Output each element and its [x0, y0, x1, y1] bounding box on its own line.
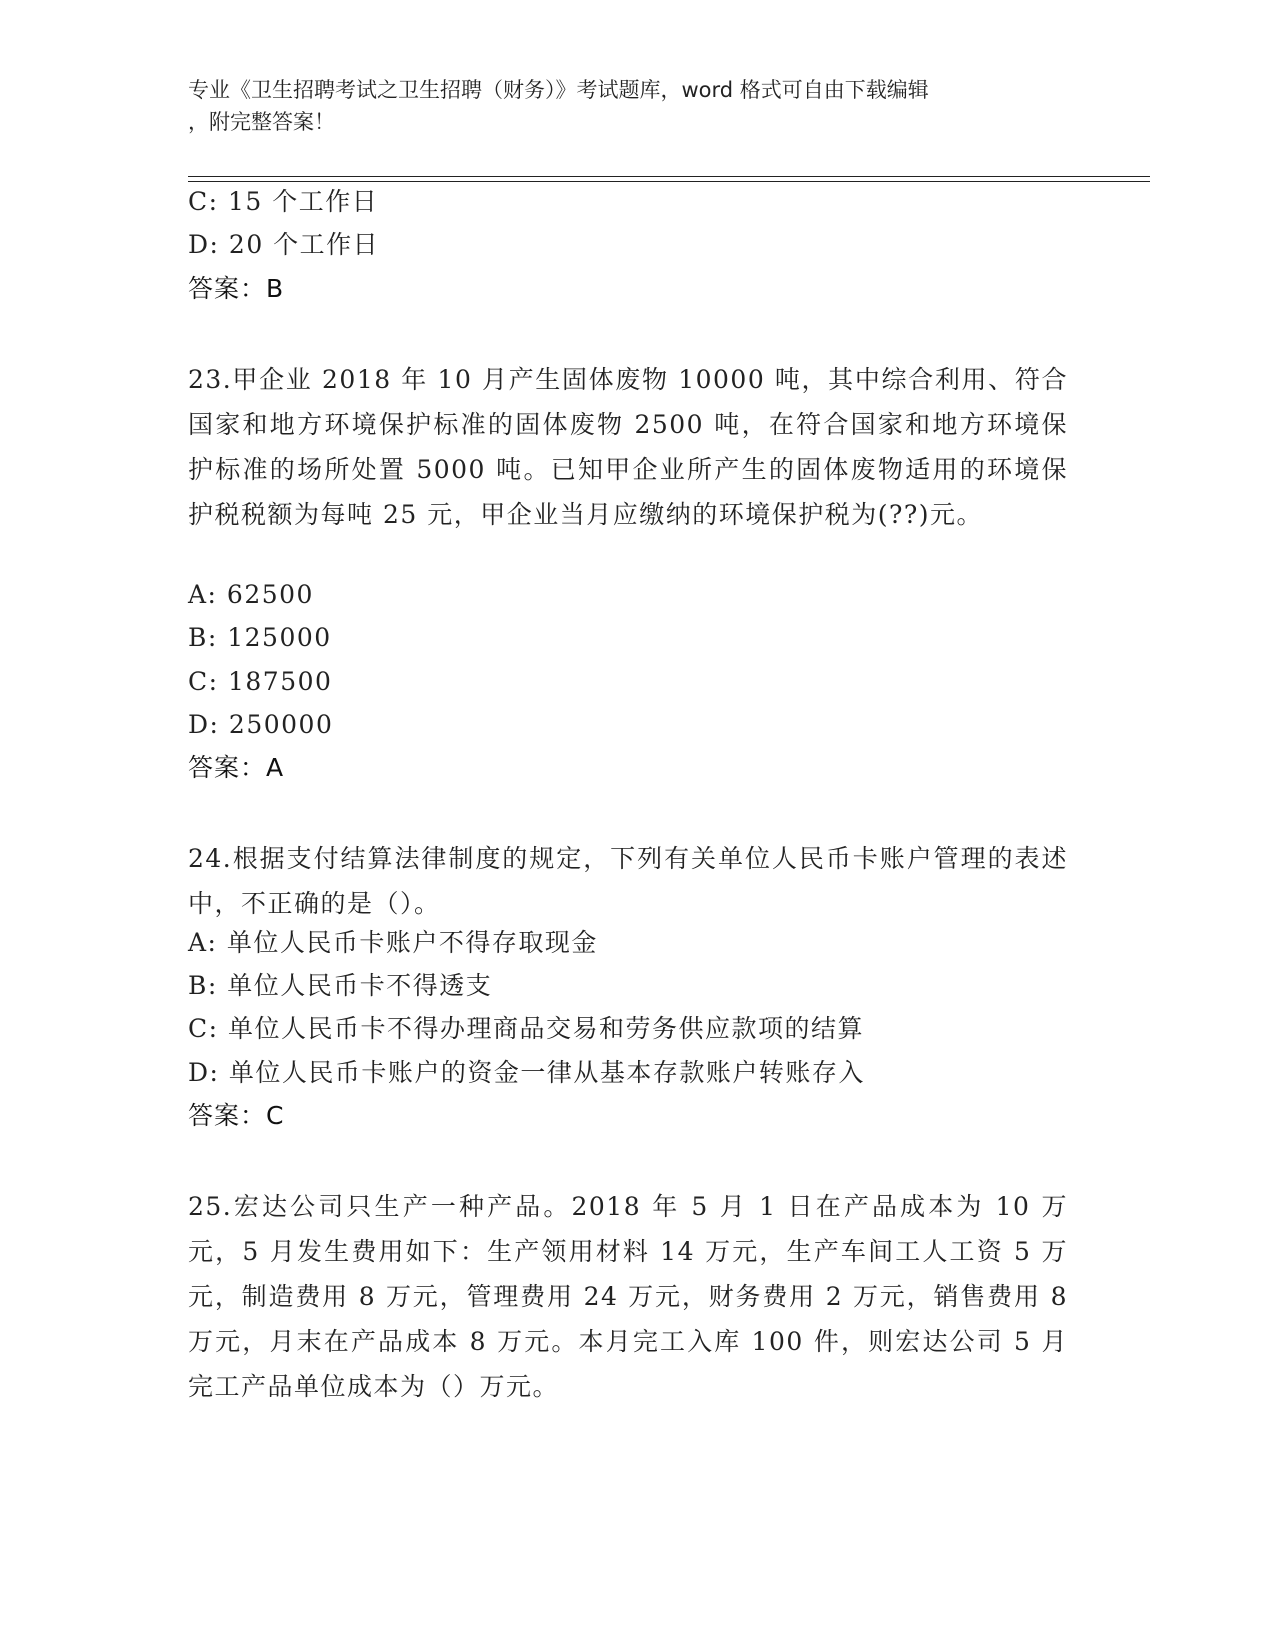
page-header	[188, 74, 1068, 138]
question-24-option-d: D: 单位人民币卡账户的资金一律从基本存款账户转账存入	[188, 1058, 865, 1087]
question-25-text: 25.宏达公司只生产一种产品。2018 年 5 月 1 日在产品成本为 10 万元，5 月发生费用如下：生产领用材料 14 万元，生产车间工人工资 5 万元，制造费用 8 万元，管理费用 24 万元，财务费用 2 万元，销售费用 8 万元，月末在产品成本 8 万元。本月完工入库 100 件，则宏达公司 5 月完工产品单位成本为（）万元。	[188, 1192, 1068, 1401]
prev-answer: 答案：B	[188, 274, 285, 303]
header-line-2: ，附完整答案！	[188, 110, 335, 134]
question-23-option-d: D: 250000	[188, 710, 334, 739]
question-23-option-c: C: 187500	[188, 667, 333, 696]
question-24-option-c: C: 单位人民币卡不得办理商品交易和劳务供应款项的结算	[188, 1014, 865, 1043]
question-23-option-b: B: 125000	[188, 623, 332, 652]
question-23-option-a: A: 62500	[188, 580, 314, 609]
question-24-text: 24.根据支付结算法律制度的规定，下列有关单位人民币卡账户管理的表述中，不正确的是（）。	[188, 844, 1068, 918]
header-divider	[188, 176, 1150, 182]
question-24-answer: 答案：C	[188, 1101, 285, 1130]
question-23-text: 23.甲企业 2018 年 10 月产生固体废物 10000 吨，其中综合利用、符合国家和地方环境保护标准的固体废物 2500 吨，在符合国家和地方环境保护标准的场所处置 5000 吨。已知甲企业所产生的固体废物适用的环境保护税税额为每吨 25 元，甲企业当月应缴纳的环境保护税为(??)元。	[188, 365, 1068, 529]
prev-option-c: C: 15 个工作日	[188, 187, 379, 216]
header-line-1: 专业《卫生招聘考试之卫生招聘（财务）》考试题库，word 格式可自由下载编辑	[188, 78, 929, 102]
question-23-answer: 答案：A	[188, 753, 285, 782]
question-24-option-a: A: 单位人民币卡账户不得存取现金	[188, 928, 598, 957]
question-24-option-b: B: 单位人民币卡不得透支	[188, 971, 493, 1000]
prev-option-d: D: 20 个工作日	[188, 230, 380, 259]
